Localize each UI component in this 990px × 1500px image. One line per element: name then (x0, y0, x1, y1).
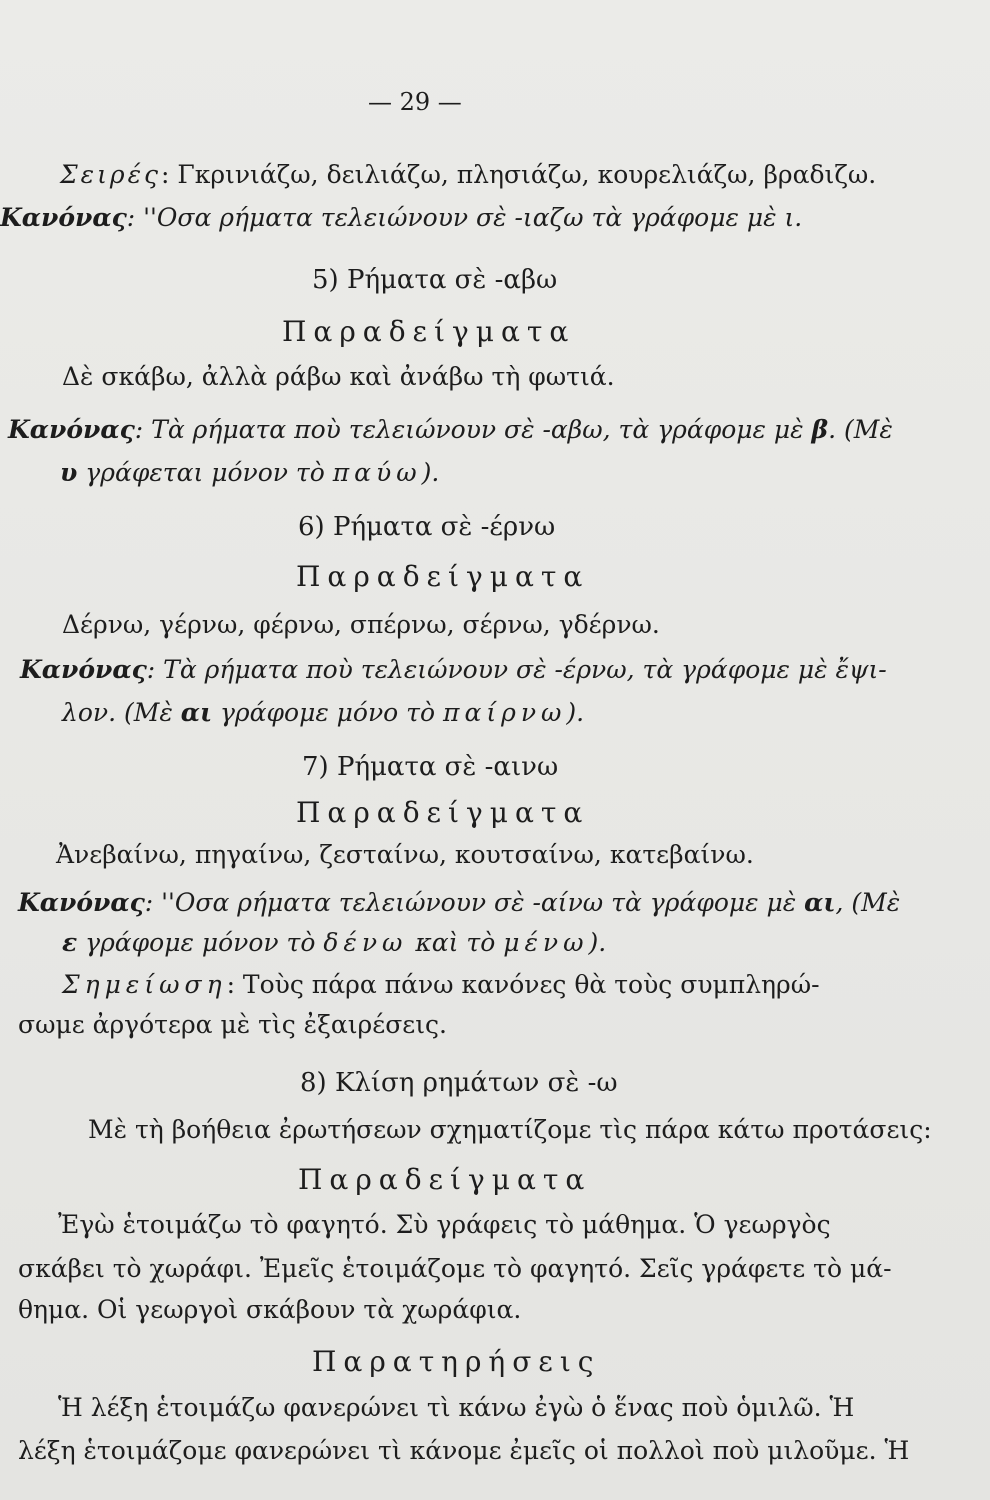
text-run: γράφεται μόνον τὸ (77, 458, 333, 487)
rule-line (18, 888, 900, 918)
text-run: Παραδείγματα (298, 1163, 592, 1196)
text-run: Μὲ τὴ βοήθεια ἐρωτήσεων σχηματίζομε τὶς πάρα κάτω προτάσεις: (88, 1115, 932, 1144)
text-run: Ἀνεβαίνω, πηγαίνω, ζεσταίνω, κουτσαίνω, κατεβαίνω. (56, 840, 754, 869)
text-run: : Τὰ ρήματα ποὺ τελειώνουν σὲ -αβω, τὰ γράφομε μὲ (134, 415, 812, 444)
text-run: Σημείωση (62, 970, 227, 999)
text-line (56, 840, 754, 870)
text-run: λον. (Μὲ (62, 698, 181, 727)
text-line (62, 610, 660, 640)
text-run: ε (62, 928, 78, 957)
text-run: : ''Οσα ρήματα τελειώνουν σὲ -αίνω τὰ γράφομε μὲ (144, 888, 805, 917)
text-run: υ (60, 458, 78, 487)
text-run: παίρνω (443, 698, 567, 727)
text-run: δένω (323, 928, 408, 957)
text-line (18, 1254, 892, 1284)
text-run: : Τὰ ρήματα ποὺ τελειώνουν σὲ -έρνω, τὰ γράφομε μὲ ἔψι- (146, 655, 887, 684)
examples-heading (298, 1163, 591, 1197)
text-run: 7) Ρήματα σὲ -αινω (302, 752, 559, 782)
text-run: ). (421, 458, 440, 487)
examples-heading (296, 796, 589, 830)
text-run: β (811, 415, 829, 444)
section-heading (300, 1068, 618, 1099)
text-run: θημα. Οἱ γεωργοὶ σκάβουν τὰ χωράφια. (18, 1295, 522, 1324)
observations-heading (312, 1345, 600, 1379)
rule-line (60, 458, 439, 488)
note-line (62, 970, 820, 1000)
section-heading (302, 752, 558, 783)
text-run: Παραδείγματα (282, 315, 576, 348)
text-run: Δέρνω, γέρνω, φέρνω, σπέρνω, σέρνω, γδέρνω. (62, 610, 660, 639)
text-run: Ἡ λέξη ἑτοιμάζω φανερώνει τὶ κάνω ἐγὼ ὁ ἕνας ποὺ ὁμιλῶ. Ἡ (58, 1393, 855, 1422)
note-line (18, 1010, 447, 1040)
text-run: Κανόνας (8, 415, 135, 444)
text-run: μένω (503, 928, 589, 957)
text-line (18, 1295, 521, 1325)
rule-line (62, 698, 584, 728)
text-run: Παραδείγματα (296, 796, 590, 829)
rule-line (62, 928, 606, 958)
page-number: — 29 — (368, 88, 462, 116)
text-run: σωμε ἀργότερα μὲ τὶς ἐξαιρέσεις. (18, 1010, 447, 1039)
text-run: Κανόνας (0, 203, 127, 232)
text-run: 5) Ρήματα σὲ -αβω (312, 265, 558, 295)
text-run: Παρατηρήσεις (312, 1345, 601, 1378)
rule-line (20, 655, 887, 685)
text-run: Κανόνας (18, 888, 145, 917)
text-run: Ἐγὼ ἑτοιμάζω τὸ φαγητό. Σὺ γράφεις τὸ μάθημα. Ὁ γεωργὸς (58, 1210, 831, 1239)
text-run: καὶ τὸ (407, 928, 504, 957)
text-line (62, 362, 615, 392)
text-run: : Τοὺς πάρα πάνω κανόνες θὰ τοὺς συμπληρώ- (226, 970, 820, 999)
text-run: Δὲ σκάβω, ἀλλὰ ράβω καὶ ἀνάβω τὴ φωτιά. (62, 362, 615, 391)
examples-heading (296, 560, 589, 594)
text-run: 8) Κλίση ρημάτων σὲ -ω (300, 1068, 618, 1098)
text-line (60, 160, 876, 190)
text-run: 6) Ρήματα σὲ -έρνω (298, 512, 556, 542)
text-run: σκάβει τὸ χωράφι. Ἐμεῖς ἑτοιμάζομε τὸ φαγητό. Σεῖς γράφετε τὸ μά- (18, 1254, 892, 1283)
text-run: αι (180, 698, 213, 727)
text-run: γράφομε μόνον τὸ (77, 928, 324, 957)
rule-line (0, 203, 802, 233)
text-run: αι (804, 888, 836, 917)
text-line (18, 1436, 909, 1466)
examples-heading (282, 315, 575, 349)
text-run: γράφομε μόνο τὸ (212, 698, 444, 727)
text-run: παύω (332, 458, 422, 487)
section-heading (298, 512, 555, 543)
text-run: . (Μὲ (828, 415, 893, 444)
text-run: Σειρές (60, 160, 162, 189)
text-line (88, 1115, 932, 1145)
text-run: , (Μὲ (835, 888, 901, 917)
text-run: ). (588, 928, 607, 957)
rule-line (8, 415, 893, 445)
text-line (58, 1210, 831, 1240)
text-run: Κανόνας (20, 655, 147, 684)
text-run: Παραδείγματα (296, 560, 590, 593)
text-run: : Γκρινιάζω, δειλιάζω, πλησιάζω, κουρελιάζω, βραδιζω. (161, 160, 877, 189)
text-line (58, 1393, 854, 1423)
text-run: ). (566, 698, 585, 727)
text-run: : ''Οσα ρήματα τελειώνουν σὲ -ιαζω τὰ γράφομε μὲ ι. (126, 203, 803, 232)
section-heading (312, 265, 557, 296)
text-run: λέξη ἑτοιμάζομε φανερώνει τὶ κάνομε ἐμεῖς οἱ πολλοὶ ποὺ μιλοῦμε. Ἡ (18, 1436, 910, 1465)
